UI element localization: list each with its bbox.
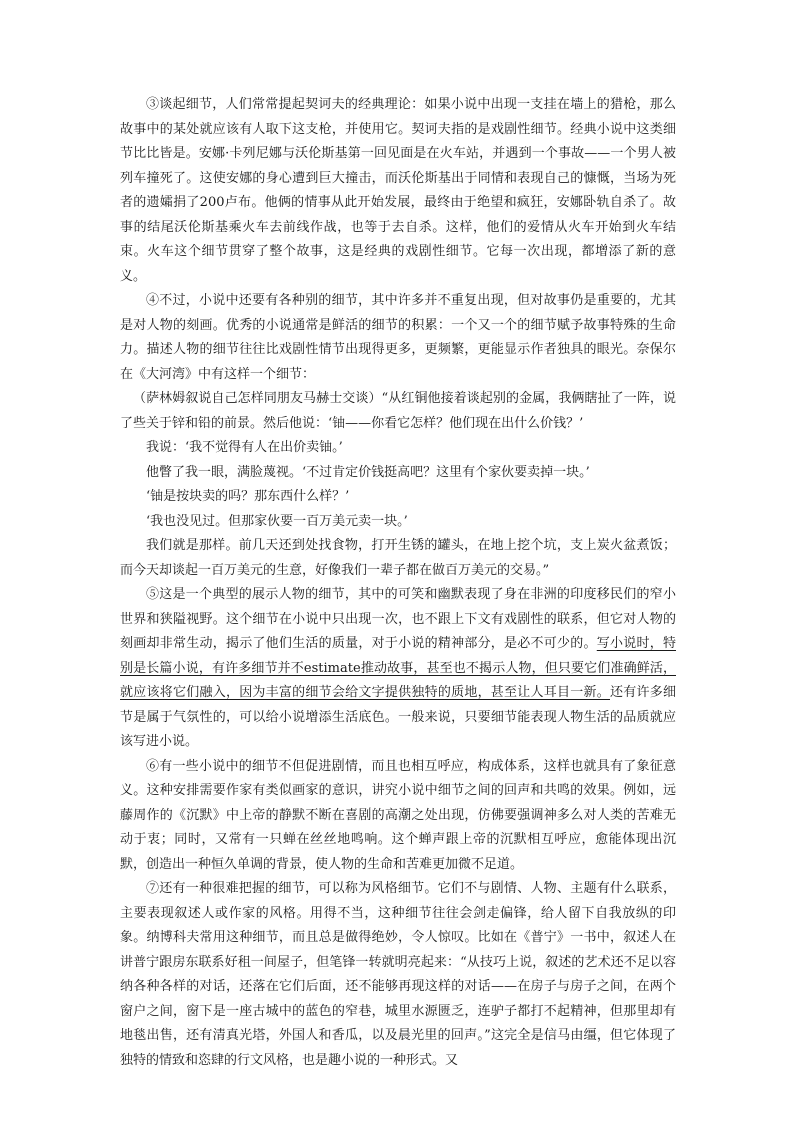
quote-line-5: 我们就是那样。前几天还到处找食物，打开生锈的罐头，在地上挖个坑，支上炭火盆煮饭；而今天却谈起一百万美元的生意，好像我们一辈子都在做百万美元的交易。” bbox=[120, 538, 676, 578]
paragraph-6: ⑥有一些小说中的细节不但促进剧情，而且也相互呼应，构成体系，这样也就具有了象征意义。这种安排需要作家有类似画家的意识，讲究小说中细节之间的回声和共鸣的效果。例如，远藤周作的《沉默》中上帝的静默不断在喜剧的高潮之处出现，仿佛要强调神多么对人类的苦难无动于衷；同时，又常有一只蝉在丝丝地鸣响。这个蝉声跟上帝的沉默相互呼应，愈能体现出沉默，创造出一种恒久单调的背景，使人物的生命和苦难更加微不足道。 bbox=[120, 758, 676, 872]
quote-line-4: ‘我也没见过。但那家伙要一百万美元卖一块。’ bbox=[146, 513, 408, 529]
quote-line-1: 我说：‘我不觉得有人在出价卖铀。’ bbox=[146, 440, 343, 455]
paragraph-5 bbox=[120, 583, 676, 755]
paragraph-5-text-b: 还有许多细节是属于气氛性的，可以给小说增添生活底色。一般来说，只要细节能表现人物生活的品质就应该写进小说。 bbox=[120, 685, 676, 749]
paragraph-5-underlined-sentence: 写小说时，特别是长篇小说，有许多细节并不estimate推动故事，甚至也不揭示人物，但只要它们准确鲜活，就应该将它们融入，因为丰富的细节会给文字提供独特的质地，甚至让人耳目一新。 bbox=[120, 636, 676, 700]
paragraph-3: ③谈起细节，人们常常提起契诃夫的经典理论：如果小说中出现一支挂在墙上的猎枪，那么故事中的某处就应该有人取下这支枪，并使用它。契诃夫指的是戏剧性细节。经典小说中这类细节比比皆是。安娜·卡列尼娜与沃伦斯基第一回见面是在火车站，并遇到一个事故——一个男人被列车撞死了。这使安娜的身心遭到巨大撞击，而沃伦斯基出于同情和表现自己的慷慨，当场为死者的遗孀捐了200卢布。他俩的情事从此开始发展，最终由于绝望和疯狂，安娜卧轨自杀了。故事的结尾沃伦斯基乘火车去前线作战，也等于去自杀。这样，他们的爱情从火车开始到火车结束。火车这个细节贯穿了整个故事，这是经典的戏剧性细节。它每一次出现，都增添了新的意义。 bbox=[120, 97, 676, 284]
quote-intro: （萨林姆叙说自己怎样同朋友马赫士交谈）“从红铜他接着谈起别的金属，我俩瞎扯了一阵，说了些关于锌和铅的前景。然后他说：‘铀——你看它怎样？他们现在出什么价钱？’ bbox=[120, 391, 676, 431]
quote-line-3: ‘铀是按块卖的吗？那东西什么样？’ bbox=[146, 489, 350, 504]
paragraph-4: ④不过，小说中还要有各种别的细节，其中许多并不重复出现，但对故事仍是重要的，尤其是对人物的刻画。优秀的小说通常是鲜活的细节的积累：一个又一个的细节赋予故事特殊的生命力。描述人物的细节往往比戏剧性情节出现得更多，更频繁，更能显示作者独具的眼光。奈保尔在《大河湾》中有这样一个细节： bbox=[120, 293, 676, 382]
quote-line-2: 他瞥了我一眼，满脸蔑视。‘不过肯定价钱挺高吧？这里有个家伙要卖掉一块。’ bbox=[146, 464, 590, 480]
paragraph-5-text-a: ⑤这是一个典型的展示人物的细节，其中的可笑和幽默表现了身在非洲的印度移民们的窄小世界和狭隘视野。这个细节在小说中只出现一次，也不跟上下文有戏剧性的联系，但它对人物的刻画却非常生动，揭示了他们生活的质量，对于小说的精神部分，是必不可少的。 bbox=[120, 587, 676, 651]
article-page bbox=[120, 93, 676, 1073]
paragraph-7: ⑦还有一种很难把握的细节，可以称为风格细节。它们不与剧情、人物、主题有什么联系，主要表现叙述人或作家的风格。用得不当，这种细节往往会剑走偏锋，给人留下自我放纵的印象。纳博科夫常用这种细节，而且总是做得绝妙，令人惊叹。比如在《普宁》一书中，叙述人在讲普宁跟房东联系好租一间屋子，但笔锋一转就明亮起来：“从技巧上说，叙述的艺术还不足以容纳各种各样的对话，还落在它们后面，还不能够再现这样的对话——在房子与房子之间，在两个窗户之间，窗下是一座古城中的蓝色的窄巷，城里水源匮乏，连驴子都打不起精神，但那里却有地毯出售，还有清真光塔，外国人和香瓜，以及晨光里的回声。”这完全是信马由缰，但它体现了独特的情致和恣肆的行文风格，也是趣小说的一种形式。又 bbox=[120, 881, 676, 1068]
